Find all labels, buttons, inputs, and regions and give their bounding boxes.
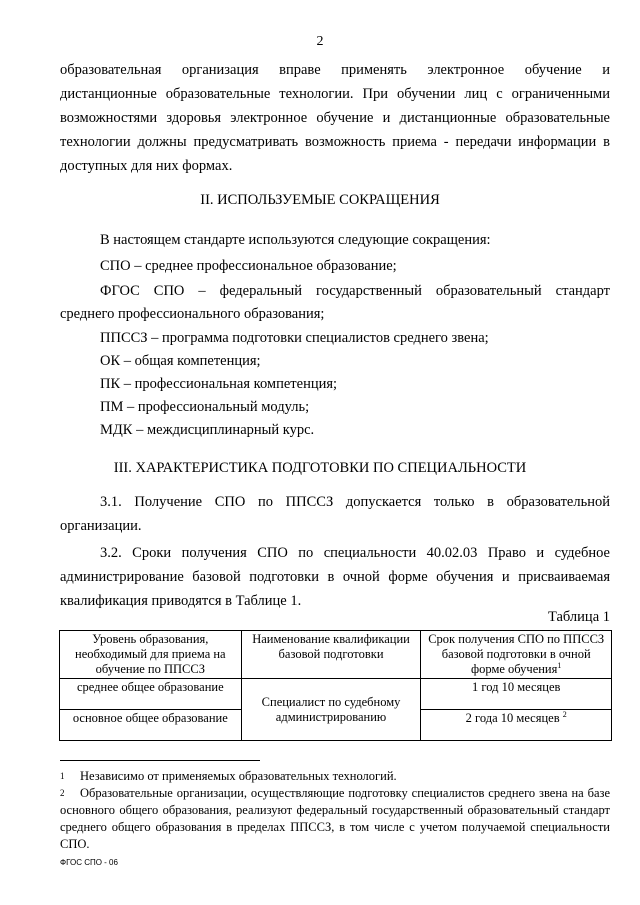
table-row xyxy=(60,679,612,710)
para-3-2-line3: квалификация приводятся в Таблице 1. xyxy=(60,593,302,609)
footnote-1-text: Независимо от применяемых образовательных технологий. xyxy=(80,769,397,783)
abbrev-pk: ПК – профессиональная компетенция; xyxy=(100,376,338,392)
footnote-1-mark: 1 xyxy=(60,771,65,781)
para-3-2-line1: 3.2. Сроки получения СПО по специальности 40.02.03 Право и судебное xyxy=(100,545,610,561)
footnote-1 xyxy=(60,768,610,785)
intro-line-3: возможностями здоровья электронное обучение и дистанционные образовательные xyxy=(60,110,610,126)
para-3-2-line2: администрирование базовой подготовки в очной форме обучения и присваиваемая xyxy=(60,569,610,585)
abbrev-ok: ОК – общая компетенция; xyxy=(100,353,261,369)
footnote-2-text: Образовательные организации, осуществляющие подготовку специалистов среднего звена на базе основного общего образования, реализуют федеральный государственный образовательный стандарт среднего общего образования в пределах ППССЗ, в том числе с учетом получаемой специальности СПО. xyxy=(60,786,610,851)
term-text: 1 год 10 месяцев xyxy=(472,680,561,694)
abbrev-intro: В настоящем стандарте используются следующие сокращения: xyxy=(100,232,491,248)
cell-level-basic: основное общее образование xyxy=(60,710,242,741)
section2-heading: II. ИСПОЛЬЗУЕМЫЕ СОКРАЩЕНИЯ xyxy=(200,192,440,208)
section3-heading: III. ХАРАКТЕРИСТИКА ПОДГОТОВКИ ПО СПЕЦИАЛЬНОСТИ xyxy=(113,460,527,476)
term-footnote-ref: 2 xyxy=(562,709,567,719)
header-qualification: Наименование квалификации базовой подготовки xyxy=(241,631,421,679)
abbrev-pm: ПМ – профессиональный модуль; xyxy=(100,399,310,415)
cell-level-secondary: среднее общее образование xyxy=(60,679,242,710)
abbrev-ppssz: ППССЗ – программа подготовки специалистов среднего звена; xyxy=(100,330,489,346)
intro-line-2: дистанционные образовательные технологии. При обучении лиц с ограниченными xyxy=(60,86,610,102)
cell-term-secondary xyxy=(421,679,612,710)
intro-line-1: образовательная организация вправе применять электронное обучение и xyxy=(60,62,610,78)
header-term xyxy=(421,631,612,679)
intro-line-4: технологии должны предусматривать возможность приема - передачи информации в xyxy=(60,134,610,150)
cell-qualification: Специалист по судебному администрированию xyxy=(241,679,421,741)
header-term-footnote-ref: 1 xyxy=(557,660,562,670)
page-footer: ФГОС СПО - 06 xyxy=(60,858,118,867)
abbrev-spo: СПО – среднее профессиональное образование; xyxy=(100,258,397,274)
table-caption: Таблица 1 xyxy=(547,609,610,625)
abbrev-mdk: МДК – междисциплинарный курс. xyxy=(100,422,315,438)
abbrev-fgos-line2: среднего профессионального образования; xyxy=(60,306,325,322)
page-number: 2 xyxy=(316,34,324,49)
footnote-2 xyxy=(60,785,610,853)
term-text: 2 года 10 месяцев xyxy=(465,711,560,725)
header-education-level: Уровень образования, необходимый для приема на обучение по ППССЗ xyxy=(60,631,242,679)
para-3-1-line2: организации. xyxy=(60,518,142,534)
footnote-2-mark: 2 xyxy=(60,788,65,798)
terms-table xyxy=(59,630,612,741)
table-header-row xyxy=(60,631,612,679)
cell-term-basic xyxy=(421,710,612,741)
header-term-text: Срок получения СПО по ППССЗ базовой подготовки в очной форме обучения xyxy=(428,632,605,676)
intro-line-5: доступных для них формах. xyxy=(60,158,233,174)
para-3-1-line1: 3.1. Получение СПО по ППССЗ допускается только в образовательной xyxy=(100,494,610,510)
abbrev-fgos-line1: ФГОС СПО – федеральный государственный образовательный стандарт xyxy=(100,283,610,299)
footnote-separator xyxy=(60,760,260,761)
